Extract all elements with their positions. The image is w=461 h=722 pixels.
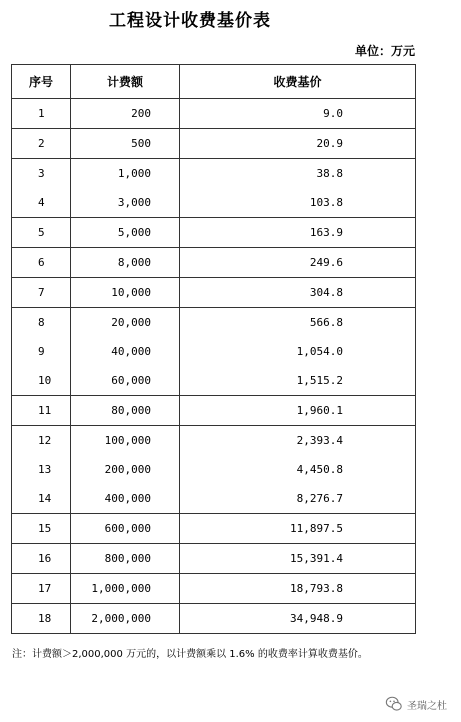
table-row (12, 248, 416, 278)
footnote: 注：计费额＞2,000,000 万元的，以计费额乘以 1.6% 的收费率计算收费基价。 (12, 649, 368, 660)
table-row (12, 218, 416, 248)
row-base-fee: 566.8 (180, 308, 416, 338)
row-index: 7 (12, 278, 71, 308)
table-row (12, 337, 416, 366)
row-base-amount: 200 (71, 99, 180, 129)
table-row (12, 129, 416, 159)
watermark-text: 圣瑞之杜 (407, 700, 447, 712)
wechat-icon (385, 695, 403, 713)
row-index: 14 (12, 484, 71, 514)
table-row (12, 396, 416, 426)
row-base-fee: 38.8 (180, 159, 416, 189)
row-base-amount: 600,000 (71, 514, 180, 544)
row-index: 17 (12, 574, 71, 604)
table-row (12, 308, 416, 338)
table-row (12, 455, 416, 484)
table-row (12, 484, 416, 514)
row-base-amount: 3,000 (71, 188, 180, 218)
row-base-amount: 80,000 (71, 396, 180, 426)
row-index: 9 (12, 337, 71, 366)
unit-label: 单位：万元 (354, 44, 415, 58)
row-base-amount: 60,000 (71, 366, 180, 396)
row-base-fee: 11,897.5 (180, 514, 416, 544)
row-index: 18 (12, 604, 71, 634)
row-index: 3 (12, 159, 71, 189)
row-base-fee: 9.0 (180, 99, 416, 129)
watermark (385, 694, 447, 714)
table-row (12, 159, 416, 189)
row-index: 8 (12, 308, 71, 338)
row-base-amount: 40,000 (71, 337, 180, 366)
row-base-amount: 200,000 (71, 455, 180, 484)
table-row (12, 366, 416, 396)
table-row (12, 99, 416, 129)
row-index: 5 (12, 218, 71, 248)
page-title: 工程设计收费基价表 (109, 11, 271, 31)
row-index: 16 (12, 544, 71, 574)
row-index: 4 (12, 188, 71, 218)
row-index: 1 (12, 99, 71, 129)
row-base-fee: 15,391.4 (180, 544, 416, 574)
row-base-fee: 4,450.8 (180, 455, 416, 484)
row-base-fee: 163.9 (180, 218, 416, 248)
row-base-amount: 2,000,000 (71, 604, 180, 634)
header-base-fee: 收费基价 (180, 65, 416, 99)
header-base-amount: 计费额 (71, 65, 180, 99)
row-base-fee: 249.6 (180, 248, 416, 278)
row-base-amount: 100,000 (71, 426, 180, 456)
row-base-amount: 5,000 (71, 218, 180, 248)
row-base-fee: 103.8 (180, 188, 416, 218)
row-base-fee: 8,276.7 (180, 484, 416, 514)
row-base-amount: 8,000 (71, 248, 180, 278)
row-index: 11 (12, 396, 71, 426)
row-base-amount: 800,000 (71, 544, 180, 574)
table-header-row (12, 65, 416, 99)
row-base-amount: 20,000 (71, 308, 180, 338)
row-base-amount: 500 (71, 129, 180, 159)
row-base-fee: 304.8 (180, 278, 416, 308)
table-row (12, 426, 416, 456)
row-base-amount: 1,000,000 (71, 574, 180, 604)
row-index: 15 (12, 514, 71, 544)
table-row (12, 604, 416, 634)
row-base-fee: 1,960.1 (180, 396, 416, 426)
row-base-fee: 1,515.2 (180, 366, 416, 396)
table-row (12, 514, 416, 544)
table-row (12, 188, 416, 218)
row-base-amount: 10,000 (71, 278, 180, 308)
row-base-amount: 1,000 (71, 159, 180, 189)
row-index: 13 (12, 455, 71, 484)
table-row (12, 278, 416, 308)
row-index: 2 (12, 129, 71, 159)
header-index: 序号 (12, 65, 71, 99)
row-index: 10 (12, 366, 71, 396)
row-base-fee: 2,393.4 (180, 426, 416, 456)
row-index: 6 (12, 248, 71, 278)
fee-table (11, 64, 416, 634)
row-base-fee: 34,948.9 (180, 604, 416, 634)
row-base-fee: 18,793.8 (180, 574, 416, 604)
row-base-fee: 1,054.0 (180, 337, 416, 366)
row-base-fee: 20.9 (180, 129, 416, 159)
table-row (12, 544, 416, 574)
row-index: 12 (12, 426, 71, 456)
table-row (12, 574, 416, 604)
row-base-amount: 400,000 (71, 484, 180, 514)
